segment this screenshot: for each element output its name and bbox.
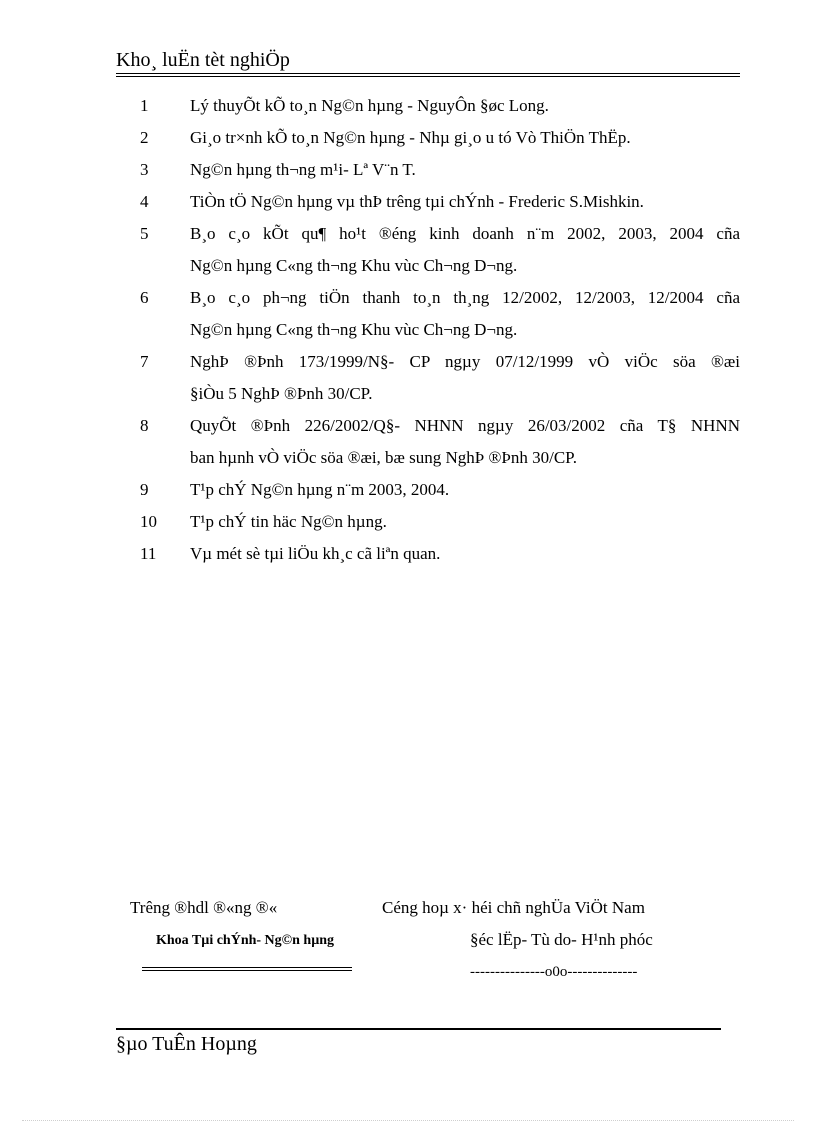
motto-divider: ---------------o0o-------------- [470, 964, 638, 980]
faculty-name: Khoa Tµi chÝnh- Ng©n hµng [156, 933, 335, 948]
reference-item [0, 154, 816, 186]
reference-line: §iÒu 5 NghÞ ®Þnh 30/CP. [190, 384, 373, 403]
reference-number: 7 [140, 352, 149, 371]
reference-line: Ng©n hµng C«ng th¬ng Khu vùc Ch¬ng D¬ng. [190, 256, 518, 275]
reference-line: B¸o c¸o kÕt qu¶ ho¹t ®éng kinh doanh n¨m 2002, 2003, 2004 cña [190, 224, 740, 243]
reference-text [190, 282, 740, 346]
reference-number: 11 [140, 544, 157, 563]
reference-line: NghÞ ®Þnh 173/1999/N§- CP ngµy 07/12/1999 vÒ viÖc söa ®æi [190, 352, 740, 371]
reference-text [190, 90, 740, 122]
reference-text [190, 154, 740, 186]
reference-text [190, 538, 740, 570]
reference-line: ban hµnh vÒ viÖc söa ®æi, bæ sung NghÞ ®Þnh 30/CP. [190, 448, 577, 467]
author-name: §µo TuÊn Hoµng [116, 1033, 257, 1055]
reference-list [0, 90, 816, 570]
reference-line: Ng©n hµng C«ng th¬ng Khu vùc Ch¬ng D¬ng. [190, 320, 518, 339]
footer-rule [116, 1028, 721, 1030]
reference-item [0, 410, 816, 474]
reference-item [0, 538, 816, 570]
header-double-rule [116, 73, 740, 77]
reference-line: Ng©n hµng th¬ng m¹i- Lª V¨n T. [190, 160, 416, 179]
reference-line: QuyÕt ®Þnh 226/2002/Q§- NHNN ngµy 26/03/2002 cña T§ NHNN [190, 416, 740, 435]
reference-line: TiÒn tÖ Ng©n hµng vµ thÞ trêng tµi chÝnh - Frederic S.Mishkin. [190, 192, 644, 211]
reference-number: 8 [140, 416, 149, 435]
reference-text [190, 506, 740, 538]
faculty-underline [142, 967, 352, 971]
reference-line: Gi¸o tr×nh kÕ to¸n Ng©n hµng - Nhµ gi¸o u tó Vò ThiÖn ThËp. [190, 128, 631, 147]
reference-number: 2 [140, 128, 149, 147]
reference-number: 4 [140, 192, 149, 211]
reference-line: B¸o c¸o ph¬ng tiÖn thanh to¸n th¸ng 12/2002, 12/2003, 12/2004 cña [190, 288, 740, 307]
school-name: Trêng ®hdl ®«ng ®« [130, 898, 278, 917]
reference-number: 6 [140, 288, 149, 307]
page-edge [22, 1120, 794, 1121]
reference-item [0, 122, 816, 154]
national-title: Céng hoµ x· héi chñ nghÜa ViÖt Nam [382, 898, 645, 917]
reference-text [190, 410, 740, 474]
reference-number: 3 [140, 160, 149, 179]
reference-item [0, 186, 816, 218]
reference-text [190, 186, 740, 218]
reference-item [0, 90, 816, 122]
reference-line: T¹p chÝ Ng©n hµng n¨m 2003, 2004. [190, 480, 450, 499]
reference-number: 5 [140, 224, 149, 243]
reference-text [190, 474, 740, 506]
reference-item [0, 474, 816, 506]
reference-text [190, 218, 740, 282]
reference-line: Vµ mét sè tµi liÖu kh¸c cã liªn quan. [190, 544, 441, 563]
reference-item [0, 346, 816, 410]
reference-line: T¹p chÝ tin häc Ng©n hµng. [190, 512, 387, 531]
reference-text [190, 122, 740, 154]
national-motto: §éc lËp- Tù do- H¹nh phóc [470, 930, 653, 949]
reference-number: 1 [140, 96, 149, 115]
reference-text [190, 346, 740, 410]
reference-number: 10 [140, 512, 157, 531]
reference-item [0, 506, 816, 538]
reference-line: Lý thuyÕt kÕ to¸n Ng©n hµng - NguyÔn §øc Long. [190, 96, 549, 115]
reference-number: 9 [140, 480, 149, 499]
reference-item [0, 282, 816, 346]
page-header-title: Kho¸ luËn tèt nghiÖp [116, 49, 290, 71]
reference-item [0, 218, 816, 282]
